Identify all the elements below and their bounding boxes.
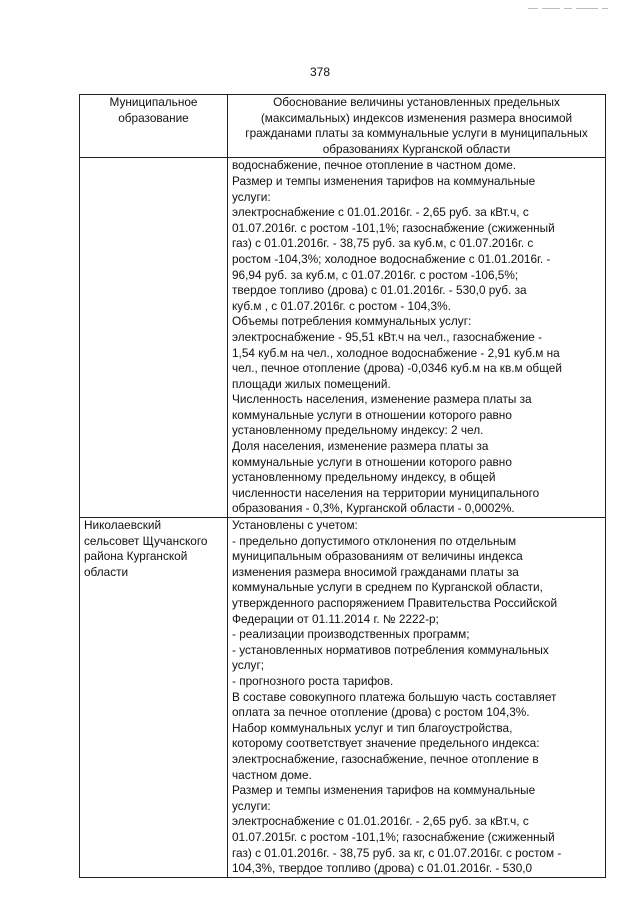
justification-cell [228, 518, 606, 878]
justification-line: 1,54 куб.м на чел., холодное водоснабжение - 2,91 куб.м на [232, 345, 560, 360]
municipality-cell [80, 518, 228, 878]
justification-line: 01.07.2015г. с ростом -101,1%; газоснабжение (сжиженный [232, 829, 555, 844]
justification-line: - установленных нормативов потребления коммунальных [232, 642, 549, 657]
justification-cell [228, 158, 606, 518]
justification-line: электроснабжение, газоснабжение, печное отопление в [232, 751, 539, 766]
justification-line: частном доме. [232, 767, 312, 782]
justification-line: площади жилых помещений. [232, 376, 391, 391]
justification-line: куб.м , с 01.07.2016г. с ростом - 104,3%. [232, 298, 451, 313]
municipality-cell [80, 158, 228, 518]
justification-line: услуги: [232, 798, 271, 813]
justification-line: чел., печное отопление (дрова) -0,0346 куб.м на кв.м общей [232, 361, 562, 376]
justification-line: - предельно допустимого отклонения по отдельным [232, 533, 517, 548]
justification-line: Объемы потребления коммунальных услуг: [232, 314, 472, 329]
page-number: 378 [309, 65, 331, 79]
justification-line: В составе совокупного платежа большую часть составляет [232, 689, 557, 704]
justification-line: услуги: [232, 189, 271, 204]
table-row [80, 158, 606, 518]
justification-line: - реализации производственных программ; [232, 627, 470, 642]
justification-line: ростом -104,3%; холодное водоснабжение с 01.01.2016г. - [232, 251, 551, 266]
justification-line: коммунальные услуги в отношении которого равно [232, 407, 512, 422]
justification-line: Доля населения, изменение размера платы за [232, 439, 489, 454]
municipality-line: области [84, 564, 129, 579]
justification-line: 104,3%, твердое топливо (дрова) с 01.01.2016г. - 530,0 [232, 861, 533, 876]
table-row [80, 518, 606, 878]
header-justification: Обоснование величины установленных предельных (максимальных) индексов изменения размера вносимой гражданами платы за коммунальные услуги в муниципальных образованиях Курганской области [228, 95, 606, 158]
justification-line: - прогнозного роста тарифов. [232, 673, 394, 688]
table-header-row [80, 95, 606, 158]
justification-line: образования - 0,3%, Курганской области - 0,0002%. [232, 501, 515, 516]
justification-line: 96,94 руб. за куб.м, с 01.07.2016г. с ростом -106,5%; [232, 267, 519, 282]
justification-line: утвержденного распоряжением Правительства Российской [232, 596, 558, 610]
municipality-line: Николаевский [84, 518, 162, 533]
justification-line: электроснабжение с 01.01.2016г. - 2,65 руб. за кВт.ч, с [232, 814, 529, 829]
justification-line: водоснабжение, печное отопление в частном доме. [232, 158, 517, 173]
justification-table [79, 94, 606, 878]
municipality-line: сельсовет Щучанского [84, 533, 208, 548]
justification-line: численности населения на территории муниципального [232, 485, 540, 500]
justification-line: коммунальные услуги в среднем по Курганской области, [232, 580, 543, 595]
justification-line: Федерации от 01.11.2014 г. № 2222-р; [232, 611, 439, 626]
scan-marks [528, 8, 618, 12]
municipality-line: района Курганской [84, 549, 188, 564]
justification-line: Численность населения, изменение размера платы за [232, 392, 532, 407]
justification-line: Размер и темпы изменения тарифов на коммунальные [232, 783, 536, 798]
justification-line: 01.07.2016г. с ростом -101,1%; газоснабжение (сжиженный [232, 220, 555, 235]
header-municipality: Муниципальное образование [80, 95, 228, 158]
justification-line: Установлены с учетом: [232, 518, 358, 533]
justification-line: муниципальным образованиям от величины индекса [232, 549, 523, 564]
justification-line: оплата за печное отопление (дрова) с ростом 104,3%. [232, 705, 530, 720]
justification-line: газ) с 01.01.2016г. - 38,75 руб. за куб.м, с 01.07.2016г. с [232, 236, 534, 251]
justification-line: твердое топливо (дрова) с 01.01.2016г. - 530,0 руб. за [232, 283, 527, 298]
justification-line: установленному предельному индексу: 2 чел. [232, 423, 484, 438]
justification-line: газ) с 01.01.2016г. - 38,75 руб. за кг, с 01.07.2016г. с ростом - [232, 845, 562, 860]
justification-line: Набор коммунальных услуг и тип благоустройства, [232, 720, 513, 735]
justification-line: услуг; [232, 658, 265, 673]
justification-line: электроснабжение - 95,51 кВт.ч на чел., газоснабжение - [232, 329, 543, 344]
justification-line: изменения размера вносимой гражданами платы за [232, 564, 519, 579]
justification-line: которому соответствует значение предельного индекса: [232, 736, 540, 751]
justification-line: установленному предельному индексу, в общей [232, 470, 496, 485]
justification-line: электроснабжение с 01.01.2016г. - 2,65 руб. за кВт.ч, с [232, 205, 529, 220]
justification-line: коммунальные услуги в отношении которого равно [232, 454, 512, 469]
justification-line: Размер и темпы изменения тарифов на коммунальные [232, 173, 536, 188]
